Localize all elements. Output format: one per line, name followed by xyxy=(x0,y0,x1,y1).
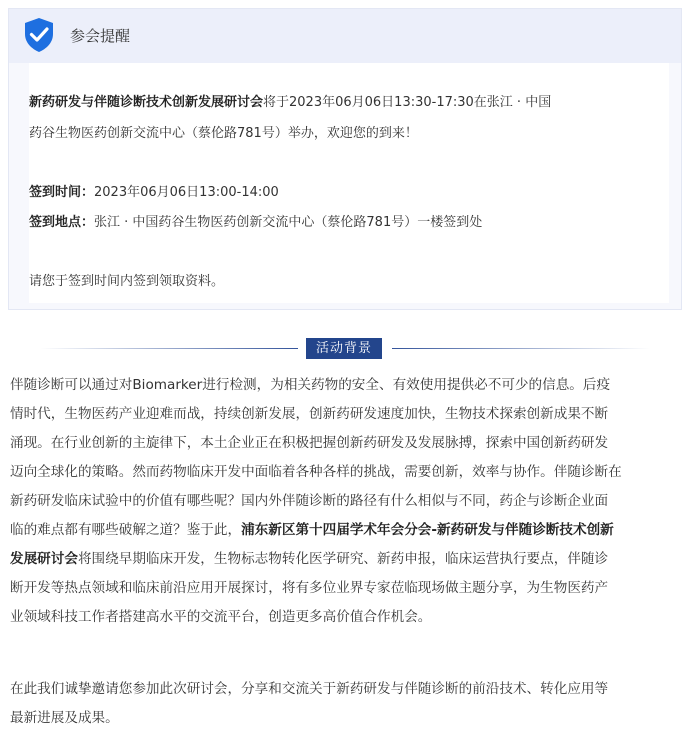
paragraph-line: 最新进展及成果。 xyxy=(10,710,119,726)
intro-text: 将于2023年06月06日13:30-17:30在张江 · 中国 xyxy=(263,95,552,110)
paragraph-line: 迈向全球化的策略。然而药物临床开发中面临着各种各样的挑战，需要创新，效率与协作。伴随诊断在 xyxy=(10,464,622,480)
intro-line-1 xyxy=(29,93,551,113)
reminder-text: 请您于签到时间内签到领取资料。 xyxy=(29,274,225,289)
divider-line-right xyxy=(392,348,650,349)
checkin-place-label: 签到地点： xyxy=(29,215,95,230)
reminder-header xyxy=(9,9,681,63)
shield-check-icon xyxy=(23,17,55,53)
section-divider xyxy=(0,337,690,361)
paragraph-line: 业领域科技工作者搭建高水平的交流平台，创造更多高价值合作机会。 xyxy=(10,609,432,625)
reminder-card xyxy=(8,8,682,310)
paragraph-line: 涌现。在行业创新的主旋律下，本土企业正在积极把握创新药研发及发展脉搏，探索中国创新药研发 xyxy=(10,435,609,451)
paragraph-line: 情时代，生物医药产业迎难而战，持续创新发展，创新药研发速度加快，生物技术探索创新成果不断 xyxy=(10,406,609,422)
checkin-place-value: 张江 · 中国药谷生物医药创新交流中心（蔡伦路781号）一楼签到处 xyxy=(94,215,483,230)
checkin-time xyxy=(29,183,279,203)
reminder-body xyxy=(29,63,669,303)
paragraph-text: 临的难点都有哪些破解之道？鉴于此， xyxy=(10,522,242,538)
reminder-title: 参会提醒 xyxy=(70,27,131,45)
paragraph-text: 将围绕早期临床开发，生物标志物转化医学研究、新药申报，临床运营执行要点，伴随诊 xyxy=(77,551,609,567)
event-highlight: 浦东新区第十四届学术年会分会-新药研发与伴随诊断技术创新 xyxy=(241,522,614,538)
divider-line-left xyxy=(40,348,298,349)
paragraph-line: 伴随诊断可以通过对Biomarker进行检测，为相关药物的安全、有效使用提供必不可少的信息。后疫 xyxy=(10,377,611,393)
intro-line-2: 药谷生物医药创新交流中心（蔡伦路781号）举办，欢迎您的到来！ xyxy=(29,126,418,141)
paragraph-line xyxy=(10,545,608,574)
paragraph-line: 新药研发临床试验中的价值有哪些呢？国内外伴随诊断的路径有什么相似与不同，药企与诊断企业面 xyxy=(10,493,609,509)
paragraph-line: 断开发等热点领域和临床前沿应用开展探讨，将有多位业界专家莅临现场做主题分享，为生物医药产 xyxy=(10,580,609,596)
event-name: 新药研发与伴随诊断技术创新发展研讨会 xyxy=(29,95,264,110)
paragraph-line xyxy=(10,516,614,545)
event-highlight: 发展研讨会 xyxy=(10,551,78,567)
checkin-place xyxy=(29,213,482,233)
checkin-time-label: 签到时间： xyxy=(29,185,95,200)
section-title: 活动背景 xyxy=(306,338,382,359)
checkin-time-value: 2023年06月06日13:00-14:00 xyxy=(94,185,279,200)
paragraph-line: 在此我们诚挚邀请您参加此次研讨会，分享和交流关于新药研发与伴随诊断的前沿技术、转化应用等 xyxy=(10,681,609,697)
